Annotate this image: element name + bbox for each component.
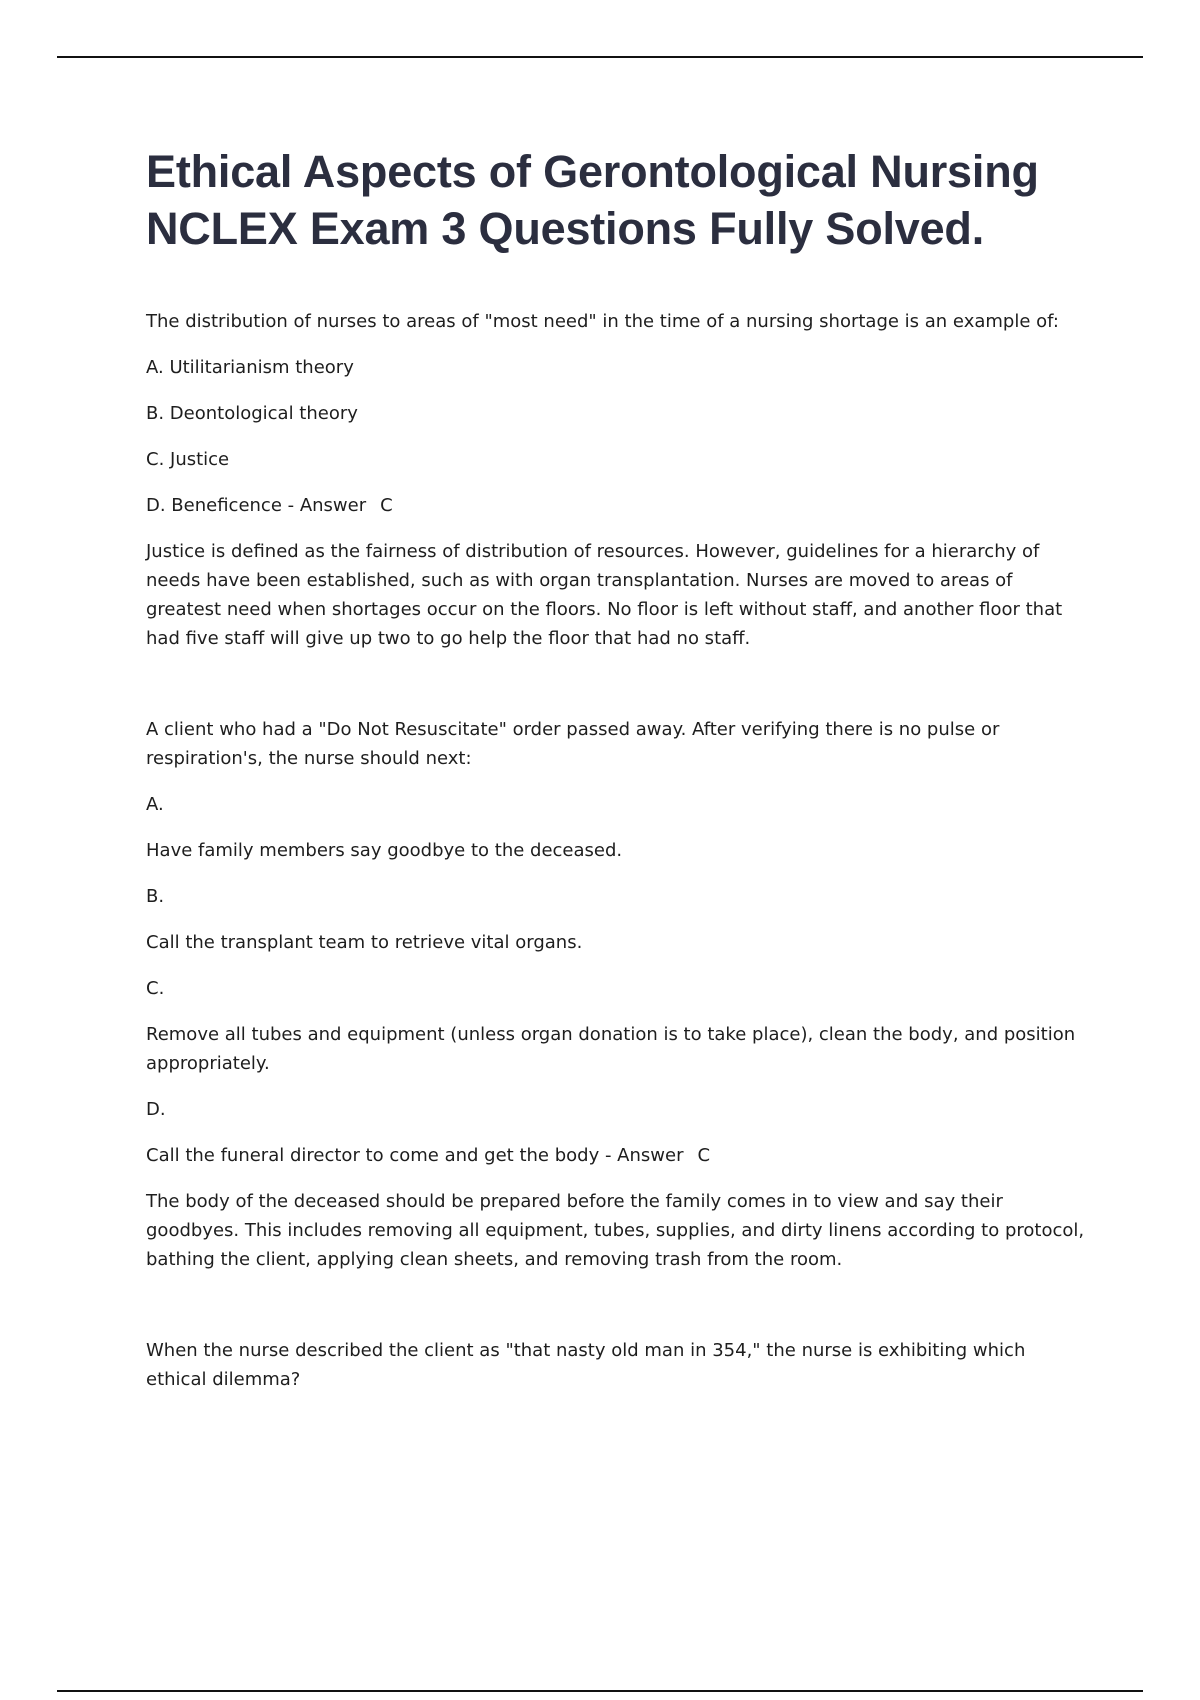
question-1-option-b: B. Deontological theory xyxy=(146,403,358,424)
question-1-answer: C xyxy=(380,495,393,516)
question-2-option-c: Remove all tubes and equipment (unless organ donation is to take place), clean the body, and position appropriately. xyxy=(146,1024,1076,1074)
question-1 xyxy=(146,307,1086,653)
bottom-rule xyxy=(57,1690,1143,1692)
question-2-label-b: B. xyxy=(146,886,165,907)
question-1-explanation: Justice is defined as the fairness of distribution of resources. However, guidelines for a hierarchy of needs have been established, such as with organ transplantation. Nurses are moved to areas of greatest need when shortages occur on the floors. No floor is left without staff, and another floor that had five staff will give up two to go help the floor that had no staff. xyxy=(146,541,1063,649)
question-1-option-d: D. Beneficence - Answer xyxy=(146,495,367,516)
question-2-explanation: The body of the deceased should be prepared before the family comes in to view and say their goodbyes. This includes removing all equipment, tubes, supplies, and dirty linens according to protocol, bathing the client, applying clean sheets, and removing trash from the room. xyxy=(146,1191,1085,1270)
question-2-label-d: D. xyxy=(146,1099,166,1120)
question-1-stem: The distribution of nurses to areas of "most need" in the time of a nursing shortage is an example of: xyxy=(146,311,1059,332)
question-2 xyxy=(146,715,1086,1274)
document-title: Ethical Aspects of Gerontological Nursing NCLEX Exam 3 Questions Fully Solved. xyxy=(146,146,1039,254)
question-2-label-c: C. xyxy=(146,978,165,999)
document-body xyxy=(146,143,1086,1411)
question-2-option-d-line xyxy=(146,1141,1086,1170)
question-2-answer: C xyxy=(697,1145,711,1166)
question-2-option-a: Have family members say goodbye to the deceased. xyxy=(146,840,623,861)
question-2-option-b: Call the transplant team to retrieve vital organs. xyxy=(146,932,583,953)
question-2-label-a: A. xyxy=(146,794,164,815)
top-rule xyxy=(57,56,1143,58)
question-1-option-c: C. Justice xyxy=(146,449,230,470)
question-2-option-d: Call the funeral director to come and get the body - Answer xyxy=(146,1145,684,1166)
question-2-stem: A client who had a "Do Not Resuscitate" order passed away. After verifying there is no pulse or respiration's, the nurse should next: xyxy=(146,719,1000,769)
question-1-option-d-line xyxy=(146,491,1086,520)
question-3-stem: When the nurse described the client as "that nasty old man in 354," the nurse is exhibiting which ethical dilemma? xyxy=(146,1340,1026,1390)
question-3 xyxy=(146,1336,1086,1394)
question-1-option-a: A. Utilitarianism theory xyxy=(146,357,354,378)
